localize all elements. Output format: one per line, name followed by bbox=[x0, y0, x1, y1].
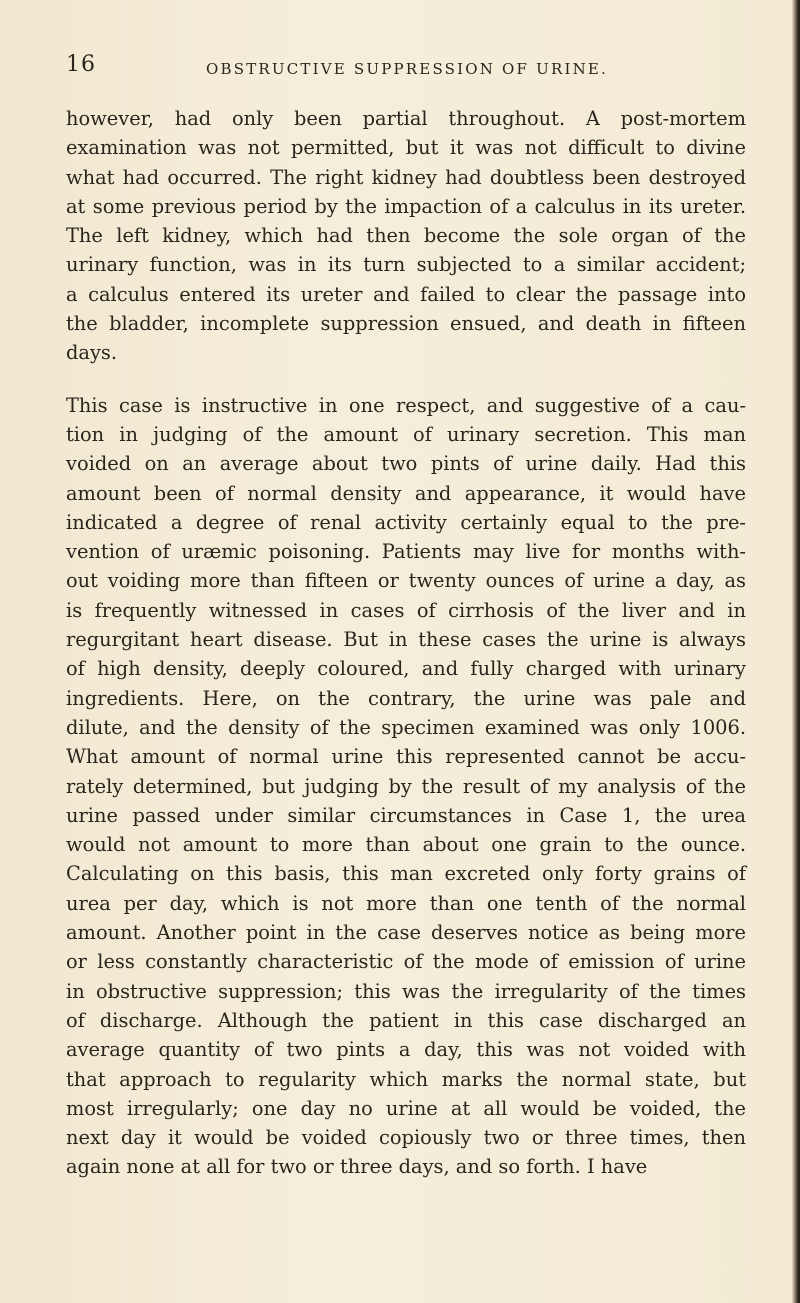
text-line: again none at all for two or three days, and so forth. I have bbox=[66, 1155, 648, 1179]
text-line: most irregularly; one day no urine at all would be voided, the bbox=[66, 1096, 746, 1120]
body-text bbox=[66, 104, 746, 1182]
text-line: that approach to regularity which marks the normal state, but bbox=[66, 1067, 746, 1091]
paragraph bbox=[66, 391, 746, 1182]
text-line: days. bbox=[66, 341, 118, 365]
text-line: would not amount to more than about one grain to the ounce. bbox=[66, 833, 746, 857]
text-line: ingredients. Here, on the contrary, the urine was pale and bbox=[66, 686, 746, 710]
text-line: vention of uræmic poisoning. Patients may live for months with- bbox=[66, 540, 746, 564]
text-line: the bladder, incomplete suppression ensued, and death in fifteen bbox=[66, 312, 746, 336]
text-line: of discharge. Although the patient in this case discharged an bbox=[66, 1008, 746, 1032]
text-line: however, had only been partial throughout. A post-mortem bbox=[66, 107, 746, 130]
text-line: is frequently witnessed in cases of cirrhosis of the liver and in bbox=[66, 598, 746, 622]
text-line: in obstructive suppression; this was the irregularity of the times bbox=[66, 979, 746, 1003]
text-line: out voiding more than fifteen or twenty ounces of urine a day, as bbox=[66, 569, 746, 593]
text-line: indicated a degree of renal activity certainly equal to the pre- bbox=[66, 510, 746, 534]
page-number: 16 bbox=[66, 52, 96, 77]
text-line: urea per day, which is not more than one tenth of the normal bbox=[66, 891, 746, 915]
text-line: dilute, and the density of the specimen examined was only 1006. bbox=[66, 715, 746, 739]
text-line: or less constantly characteristic of the mode of emission of urine bbox=[66, 950, 746, 974]
text-line: The left kidney, which had then become the sole organ of the bbox=[66, 224, 746, 248]
text-line: amount. Another point in the case deserves notice as being more bbox=[66, 921, 746, 945]
text-line: This case is instructive in one respect, and suggestive of a cau- bbox=[66, 393, 746, 417]
text-line: tion in judging of the amount of urinary secretion. This man bbox=[66, 422, 746, 446]
text-line: urinary function, was in its turn subjected to a similar accident; bbox=[66, 253, 746, 277]
text-line: examination was not permitted, but it was not difficult to divine bbox=[66, 136, 746, 160]
running-head: OBSTRUCTIVE SUPPRESSION OF URINE. bbox=[206, 60, 609, 78]
text-line: regurgitant heart disease. But in these cases the urine is always bbox=[66, 628, 746, 652]
text-line: a calculus entered its ureter and failed to clear the passage into bbox=[66, 282, 746, 306]
text-line: next day it would be voided copiously two or three times, then bbox=[66, 1126, 746, 1150]
page-header bbox=[66, 52, 746, 82]
text-line: urine passed under similar circumstances in Case 1, the urea bbox=[66, 803, 746, 827]
text-line: voided on an average about two pints of urine daily. Had this bbox=[66, 452, 746, 476]
text-line: rately determined, but judging by the result of my analysis of the bbox=[66, 774, 746, 798]
page-edge bbox=[792, 0, 800, 1303]
text-line: Calculating on this basis, this man excreted only forty grains of bbox=[66, 862, 746, 886]
text-line: average quantity of two pints a day, this was not voided with bbox=[66, 1038, 746, 1062]
paragraph bbox=[66, 104, 746, 368]
text-line: at some previous period by the impaction of a calculus in its ureter. bbox=[66, 194, 746, 218]
paragraph-gap bbox=[66, 368, 746, 391]
text-line: of high density, deeply coloured, and fully charged with urinary bbox=[66, 657, 746, 681]
text-line: amount been of normal density and appearance, it would have bbox=[66, 481, 746, 505]
text-line: What amount of normal urine this represented cannot be accu- bbox=[66, 745, 746, 769]
text-line: what had occurred. The right kidney had doubtless been destroyed bbox=[66, 165, 746, 189]
